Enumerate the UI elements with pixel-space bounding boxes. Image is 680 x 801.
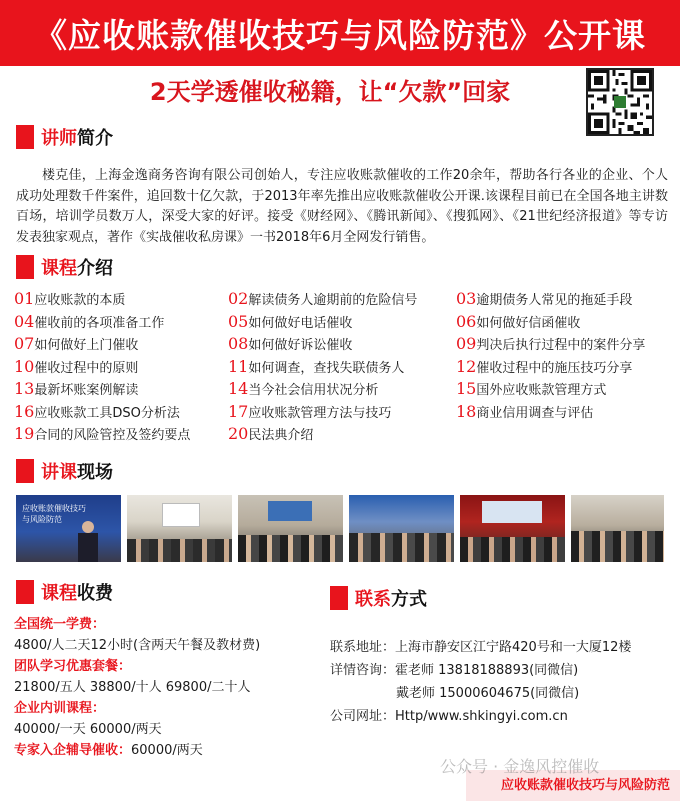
section-marker-icon — [16, 255, 34, 279]
fee-label: 企业内训课程： — [14, 701, 106, 716]
course-number: 03 — [456, 289, 477, 308]
fee-value: 40000/一天 60000/两天 — [14, 722, 162, 737]
course-number: 12 — [456, 356, 477, 376]
course-title: 解读债务人逾期前的危险信号 — [248, 293, 418, 308]
contact-address: 联系地址：上海市静安区江宁路420号和一大厦12楼 — [330, 640, 632, 655]
course-title: 逾期债务人常见的拖延手段 — [476, 293, 633, 308]
section-marker-icon — [16, 459, 34, 483]
course-item — [456, 288, 632, 309]
course-number: 10 — [14, 356, 35, 376]
section-contact-heading: 联系 方式 — [330, 583, 427, 613]
course-title: 最新坏账案例解读 — [34, 383, 139, 398]
course-item — [456, 333, 645, 354]
watermark: 公众号 · 金逸风控催收 — [440, 757, 600, 776]
course-item — [456, 401, 593, 422]
fee-expert-row: 专家入企辅导催收：60000/两天 — [14, 743, 203, 758]
course-item — [14, 378, 138, 399]
course-number: 11 — [228, 356, 249, 376]
course-item — [14, 311, 164, 332]
section-marker-icon — [330, 586, 348, 610]
course-number: 20 — [228, 424, 249, 443]
course-item — [456, 378, 606, 399]
course-item — [14, 288, 125, 309]
course-title: 催收过程中的原则 — [34, 360, 139, 376]
lecturer-intro: 楼克佳，上海金逸商务咨询有限公司创始人，专注应收账款催收的工作20余年，帮助各行各业的企业、个人成功处理数千件案件，追回数十亿欠款，于2013年率先推出应收账款催收公开课.该课程目前已在全国各地主讲数百场，培训学员数万人，深受大家的好评。接受《财经网》、《腾讯新闻》、《搜狐网》、《21世纪经济报道》等专访发表独家观点，著作《实战催收私房课》一书2018年6月全网发行销售。 — [16, 168, 668, 245]
title-banner — [0, 0, 680, 66]
course-title: 如何做好信函催收 — [476, 315, 581, 331]
course-number: 01 — [14, 289, 35, 308]
course-item — [14, 423, 190, 444]
contact-phone-2: 戴老师 15000604675(同微信) — [396, 686, 580, 701]
page-title: 《应收账款催收技巧与风险防范》公开课 — [34, 15, 646, 55]
course-number: 14 — [228, 379, 249, 398]
course-title: 如何调查，查找失联债务人 — [248, 360, 405, 376]
course-item — [228, 311, 352, 332]
course-title: 应收账款管理方法与技巧 — [248, 405, 392, 421]
course-item — [228, 288, 417, 309]
contact-website[interactable]: 公司网址：Http/www.shkingyi.com.cn — [330, 709, 568, 724]
course-title: 应收账款的本质 — [34, 293, 126, 308]
course-title: 国外应收账款管理方式 — [476, 383, 607, 398]
course-title: 判决后执行过程中的案件分享 — [476, 338, 646, 353]
lecture-photo — [571, 495, 664, 562]
fee-value: 21800/五人 38800/十人 69800/二十人 — [14, 680, 251, 695]
section-marker-icon — [16, 580, 34, 604]
course-number: 16 — [14, 401, 35, 421]
section-lecturer-heading: 讲师 简介 — [16, 122, 113, 152]
fee-label: 全国统一学费： — [14, 617, 106, 632]
fee-details — [14, 614, 334, 761]
course-title: 商业信用调查与评估 — [476, 405, 594, 421]
course-title: 催收前的各项准备工作 — [34, 315, 165, 331]
course-item — [228, 356, 404, 377]
footer-title: 应收账款催收技巧与风险防范 — [500, 778, 670, 793]
lecture-photos — [16, 495, 664, 562]
contact-details — [330, 636, 675, 728]
course-number: 15 — [456, 379, 477, 398]
lecture-photo — [349, 495, 454, 562]
course-number: 09 — [456, 334, 477, 353]
course-number: 02 — [228, 289, 249, 308]
course-number: 04 — [14, 311, 35, 331]
lecture-photo: 应收账款催收技巧 与风险防范 — [16, 495, 121, 562]
fee-label: 团队学习优惠套餐： — [14, 659, 132, 674]
course-item — [228, 423, 313, 444]
fee-value: 4800/人二天12小时(含两天午餐及教材费) — [14, 638, 261, 653]
course-title: 当今社会信用状况分析 — [248, 383, 379, 398]
subtitle: 2天学透催收秘籍，让“欠款”回家 — [149, 78, 511, 106]
course-number: 06 — [456, 311, 477, 331]
course-title: 如何做好诉讼催收 — [248, 338, 353, 353]
course-number: 13 — [14, 379, 35, 398]
section-scene-heading: 讲课 现场 — [16, 456, 113, 486]
course-title: 民法典介绍 — [248, 428, 314, 443]
course-number: 17 — [228, 401, 249, 421]
course-title: 如何做好上门催收 — [34, 338, 139, 353]
course-title: 如何做好电话催收 — [248, 315, 353, 331]
section-courses-heading: 课程 介绍 — [16, 252, 113, 282]
course-item — [456, 356, 632, 377]
qr-code-icon — [586, 68, 654, 136]
course-title: 催收过程中的施压技巧分享 — [476, 360, 633, 376]
lecture-photo — [127, 495, 232, 562]
course-item — [228, 333, 352, 354]
course-title: 应收账款工具DSO分析法 — [34, 405, 180, 421]
course-number: 05 — [228, 311, 249, 331]
course-number: 19 — [14, 424, 35, 443]
course-title: 合同的风险管控及签约要点 — [34, 428, 191, 443]
section-marker-icon — [16, 125, 34, 149]
course-item — [228, 401, 391, 422]
course-item — [14, 401, 180, 422]
course-number: 18 — [456, 401, 477, 421]
course-number: 08 — [228, 334, 249, 353]
contact-phone-1: 详情咨询：霍老师 13818188893(同微信) — [330, 663, 579, 678]
course-item — [14, 356, 138, 377]
course-item — [456, 311, 580, 332]
lecture-photo — [238, 495, 343, 562]
course-number: 07 — [14, 334, 35, 353]
course-item — [228, 378, 378, 399]
lecture-photo — [460, 495, 565, 562]
course-item — [14, 333, 138, 354]
section-fee-heading: 课程 收费 — [16, 577, 113, 607]
